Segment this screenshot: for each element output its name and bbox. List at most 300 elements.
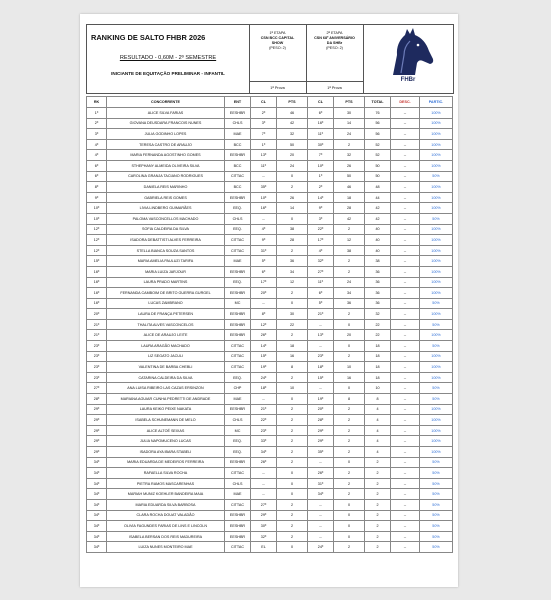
partic-cell: 100% — [420, 150, 453, 161]
partic-cell: 100% — [420, 118, 453, 129]
stage-1-prova: 1ª Prova — [249, 81, 307, 94]
competitor-cell: MARIA EDUARDA SILVA BARBOSA — [107, 499, 225, 510]
competitor-cell: SOFIA CALDEIRA DA SILVA — [107, 224, 225, 235]
stage1-cl-cell: -- — [251, 394, 277, 405]
total-cell: 10 — [365, 383, 391, 394]
partic-cell: 50% — [420, 499, 453, 510]
entity-cell: MAE — [225, 394, 251, 405]
total-cell: 4 — [365, 447, 391, 458]
rank-cell: 29º — [87, 425, 107, 436]
stage2-cl-cell: 28º — [308, 415, 334, 426]
entity-cell: MAE — [225, 489, 251, 500]
competitor-cell: LIVIA LINDBERG GUIMARÃES — [107, 203, 225, 214]
entity-cell: CITTAC — [225, 235, 251, 246]
rank-cell: 29º — [87, 447, 107, 458]
partic-cell: 100% — [420, 160, 453, 171]
stage1-cl-cell: 33º — [251, 436, 277, 447]
rank-cell: 29º — [87, 404, 107, 415]
table-row — [87, 192, 453, 203]
col-concorrente: CONCORRENTE — [107, 97, 225, 108]
competitor-cell: MARIA AMELIA PAULUZI TARIFA — [107, 256, 225, 267]
rank-cell: 28º — [87, 394, 107, 405]
stage2-pts-cell: 2 — [334, 309, 365, 320]
competitor-cell: LUCAS ZAMBRANO — [107, 298, 225, 309]
stage1-cl-cell: -- — [251, 468, 277, 479]
partic-cell: 50% — [420, 542, 453, 553]
stage1-cl-cell: -- — [251, 478, 277, 489]
table-row — [87, 425, 453, 436]
rank-cell: 10º — [87, 203, 107, 214]
stage2-pts-cell: 0 — [334, 319, 365, 330]
partic-cell: 100% — [420, 139, 453, 150]
stage2-pts-cell: 2 — [334, 224, 365, 235]
stage2-cl-cell: -- — [308, 457, 334, 468]
stage2-cl-cell: 3º — [308, 213, 334, 224]
total-cell: 18 — [365, 372, 391, 383]
total-cell: 4 — [365, 415, 391, 426]
rank-cell: 8º — [87, 182, 107, 193]
entity-cell: EESHBR — [225, 531, 251, 542]
stage1-pts-cell: 2 — [277, 404, 308, 415]
stage2-pts-cell: 36 — [334, 298, 365, 309]
col-stage1-cl: CL — [251, 97, 277, 108]
header-title-block — [87, 25, 250, 93]
stage1-pts-cell: 42 — [277, 118, 308, 129]
stage2-cl-cell: 6º — [308, 108, 334, 119]
stage2-pts-cell: 2 — [334, 351, 365, 362]
desc-cell: -- — [391, 489, 420, 500]
stage1-cl-cell: 31º — [251, 245, 277, 256]
table-row — [87, 521, 453, 532]
entity-cell: EEQ. — [225, 203, 251, 214]
stage1-pts-cell: 50 — [277, 139, 308, 150]
entity-cell: CITTAC — [225, 171, 251, 182]
total-cell: 40 — [365, 224, 391, 235]
entity-cell: EEQ. — [225, 436, 251, 447]
desc-cell: -- — [391, 542, 420, 553]
entity-cell: EESHBR — [225, 404, 251, 415]
entity-cell: EESHBR — [225, 108, 251, 119]
competitor-cell: GABRIELA REIS GOMES — [107, 192, 225, 203]
stage1-cl-cell: 34º — [251, 447, 277, 458]
desc-cell: -- — [391, 499, 420, 510]
entity-cell: CHP — [225, 383, 251, 394]
stage1-cl-cell: 24º — [251, 372, 277, 383]
stage1-cl-cell: 7º — [251, 129, 277, 140]
partic-cell: 100% — [420, 425, 453, 436]
desc-cell: -- — [391, 415, 420, 426]
stage2-pts-cell: 0 — [334, 341, 365, 352]
col-desc: DESC. — [391, 97, 420, 108]
stage1-pts-cell: 18 — [277, 341, 308, 352]
stage2-cl-cell: 11º — [308, 277, 334, 288]
stage2-pts-cell: 2 — [334, 542, 365, 553]
total-cell: 22 — [365, 330, 391, 341]
desc-cell: -- — [391, 341, 420, 352]
total-cell: 2 — [365, 521, 391, 532]
stage2-pts-cell: 46 — [334, 182, 365, 193]
competitor-cell: MARIANA AGUIAR CUNHA PEDRETTI DE ANDRADE — [107, 394, 225, 405]
stage1-cl-cell: 26º — [251, 330, 277, 341]
total-cell: 36 — [365, 288, 391, 299]
partic-cell: 100% — [420, 182, 453, 193]
entity-cell: EEQ. — [225, 372, 251, 383]
entity-cell: MAE — [225, 129, 251, 140]
stage-2-weight: (PESO: 2) — [326, 46, 343, 50]
entity-cell: EESHBR — [225, 192, 251, 203]
stage1-cl-cell: 18º — [251, 383, 277, 394]
table-row — [87, 542, 453, 553]
total-cell: 50 — [365, 171, 391, 182]
partic-cell: 50% — [420, 468, 453, 479]
entity-cell: EESHBR — [225, 150, 251, 161]
total-cell: 36 — [365, 266, 391, 277]
competitor-cell: LAURA PRADO MARTINS — [107, 277, 225, 288]
total-cell: 48 — [365, 182, 391, 193]
stage2-pts-cell: 16 — [334, 372, 365, 383]
partic-cell: 50% — [420, 319, 453, 330]
table-row — [87, 415, 453, 426]
rank-cell: 2º — [87, 118, 107, 129]
stage1-cl-cell: 19º — [251, 362, 277, 373]
rank-cell: 15º — [87, 256, 107, 267]
competitor-cell: PALOMA VASCONCELLOS MACHADO — [107, 213, 225, 224]
rank-cell: 23º — [87, 341, 107, 352]
stage1-pts-cell: 2 — [277, 330, 308, 341]
stage2-pts-cell: 2 — [334, 415, 365, 426]
stage2-pts-cell: 0 — [334, 521, 365, 532]
table-row — [87, 266, 453, 277]
stage2-cl-cell: -- — [308, 383, 334, 394]
stage-1-header — [249, 25, 307, 81]
desc-cell: -- — [391, 245, 420, 256]
col-rk: RK — [87, 97, 107, 108]
rank-cell: 34º — [87, 489, 107, 500]
stage1-pts-cell: 2 — [277, 245, 308, 256]
entity-cell: EESHBR — [225, 309, 251, 320]
horse-head-icon — [363, 25, 453, 79]
stage2-cl-cell: 4º — [308, 245, 334, 256]
stage1-cl-cell: 26º — [251, 457, 277, 468]
stage-1-weight: (PESO: 2) — [269, 46, 286, 50]
table-row — [87, 436, 453, 447]
stage1-cl-cell: 23º — [251, 425, 277, 436]
stage2-cl-cell: -- — [308, 531, 334, 542]
stage-2-header — [306, 25, 364, 81]
competitor-cell: ANA LUISA RIBEIRO LAS CAZAS ERSINZON — [107, 383, 225, 394]
desc-cell: -- — [391, 118, 420, 129]
stage2-cl-cell: 18º — [308, 362, 334, 373]
desc-cell: -- — [391, 436, 420, 447]
stage1-pts-cell: 10 — [277, 383, 308, 394]
rank-cell: 12º — [87, 224, 107, 235]
stage1-pts-cell: 46 — [277, 108, 308, 119]
table-row — [87, 447, 453, 458]
stage2-pts-cell: 2 — [334, 425, 365, 436]
stage1-cl-cell: -- — [251, 298, 277, 309]
rank-cell: 16º — [87, 266, 107, 277]
total-cell: 22 — [365, 319, 391, 330]
partic-cell: 100% — [420, 447, 453, 458]
stage1-pts-cell: 2 — [277, 499, 308, 510]
rank-cell: 34º — [87, 510, 107, 521]
partic-cell: 100% — [420, 404, 453, 415]
logo-text: FHBr — [400, 77, 416, 83]
total-cell: 4 — [365, 404, 391, 415]
partic-cell: 50% — [420, 510, 453, 521]
page-title: RANKING DE SALTO FHBR 2026 — [91, 33, 206, 42]
rank-cell: 12º — [87, 245, 107, 256]
stage2-cl-cell: 32º — [308, 256, 334, 267]
table-row — [87, 150, 453, 161]
stage-2-prova: 1ª Prova — [306, 81, 364, 94]
desc-cell: -- — [391, 468, 420, 479]
desc-cell: -- — [391, 171, 420, 182]
stage2-pts-cell: 2 — [334, 478, 365, 489]
stage2-pts-cell: 2 — [334, 256, 365, 267]
desc-cell: -- — [391, 224, 420, 235]
total-cell: 42 — [365, 213, 391, 224]
desc-cell: -- — [391, 213, 420, 224]
competitor-cell: LUIZA NUNES MONTEIRO MAE — [107, 542, 225, 553]
rank-cell: 16º — [87, 298, 107, 309]
stage2-cl-cell: 11º — [308, 129, 334, 140]
rank-cell: 9º — [87, 192, 107, 203]
ranking-sheet — [80, 14, 458, 587]
total-cell: 44 — [365, 192, 391, 203]
result-subtitle: RESULTADO - 0,60M - 2º SEMESTRE — [119, 55, 217, 61]
col-partic: PARTIC. — [420, 97, 453, 108]
desc-cell: -- — [391, 447, 420, 458]
entity-cell: CHLS — [225, 415, 251, 426]
rank-cell: 23º — [87, 372, 107, 383]
total-cell: 2 — [365, 499, 391, 510]
col-total: TOTAL — [365, 97, 391, 108]
stage-1-name: CSN BCC CAPITAL — [260, 36, 295, 40]
ranking-rows — [87, 108, 453, 553]
stage1-pts-cell: 2 — [277, 288, 308, 299]
rank-cell: 34º — [87, 499, 107, 510]
stage2-cl-cell: 7º — [308, 150, 334, 161]
stage1-cl-cell: 13º — [251, 150, 277, 161]
stage2-cl-cell: 5º — [308, 298, 334, 309]
ranking-header — [86, 24, 454, 94]
competitor-cell: TERESA CASTRO DE ARAUJO — [107, 139, 225, 150]
stage2-cl-cell: 19º — [308, 394, 334, 405]
total-cell: 42 — [365, 203, 391, 214]
entity-cell: MC — [225, 298, 251, 309]
rank-cell: 10º — [87, 213, 107, 224]
rank-cell: 16º — [87, 277, 107, 288]
table-row — [87, 277, 453, 288]
stage1-cl-cell: 10º — [251, 192, 277, 203]
stage2-cl-cell: 21º — [308, 309, 334, 320]
desc-cell: -- — [391, 182, 420, 193]
desc-cell: -- — [391, 309, 420, 320]
entity-cell: EESHBR — [225, 288, 251, 299]
stage-1-name-2: SHOW — [271, 41, 284, 45]
stage2-cl-cell: 27º — [308, 266, 334, 277]
total-cell: 2 — [365, 457, 391, 468]
stage2-cl-cell: 35º — [308, 447, 334, 458]
stage2-pts-cell: 26 — [334, 160, 365, 171]
partic-cell: 100% — [420, 224, 453, 235]
entity-cell: EESHBR — [225, 457, 251, 468]
desc-cell: -- — [391, 351, 420, 362]
stage2-cl-cell: 17º — [308, 235, 334, 246]
competitor-cell: FERNANDA CAMBOIM DE BRITO GUERRA GURGEL — [107, 288, 225, 299]
total-cell: 76 — [365, 108, 391, 119]
stage1-pts-cell: 26 — [277, 192, 308, 203]
stage2-cl-cell: 1º — [308, 171, 334, 182]
partic-cell: 100% — [420, 372, 453, 383]
table-row — [87, 288, 453, 299]
table-header-row — [87, 97, 453, 108]
total-cell: 8 — [365, 394, 391, 405]
entity-cell: CITTAC — [225, 542, 251, 553]
stage1-cl-cell: 11º — [251, 160, 277, 171]
stage2-cl-cell: 24º — [308, 542, 334, 553]
stage2-pts-cell: 2 — [334, 139, 365, 150]
entity-cell: EEQ. — [225, 277, 251, 288]
entity-cell: CITTAC — [225, 341, 251, 352]
total-cell: 36 — [365, 277, 391, 288]
competitor-cell: ALICE DE ARAUJO LEITE — [107, 330, 225, 341]
partic-cell: 100% — [420, 330, 453, 341]
desc-cell: -- — [391, 362, 420, 373]
stage1-cl-cell: -- — [251, 213, 277, 224]
desc-cell: -- — [391, 319, 420, 330]
table-row — [87, 468, 453, 479]
rank-cell: 34º — [87, 478, 107, 489]
stage1-pts-cell: 38 — [277, 224, 308, 235]
stage1-cl-cell: 16º — [251, 203, 277, 214]
total-cell: 2 — [365, 489, 391, 500]
stage2-cl-cell: -- — [308, 319, 334, 330]
desc-cell: -- — [391, 139, 420, 150]
stage1-pts-cell: 0 — [277, 394, 308, 405]
stage1-cl-cell: EL — [251, 542, 277, 553]
stage1-pts-cell: 2 — [277, 415, 308, 426]
stage1-pts-cell: 12 — [277, 277, 308, 288]
category-label: INICIANTE DE EQUITAÇÃO PRELIMINAR - INFANTIL — [111, 71, 225, 76]
stage1-pts-cell: 34 — [277, 266, 308, 277]
stage1-cl-cell: -- — [251, 489, 277, 500]
stage2-cl-cell: 9º — [308, 203, 334, 214]
table-row — [87, 171, 453, 182]
stage2-pts-cell: 20 — [334, 330, 365, 341]
total-cell: 40 — [365, 235, 391, 246]
partic-cell: 100% — [420, 129, 453, 140]
stage1-pts-cell: 24 — [277, 160, 308, 171]
col-stage2-pts: PTS — [334, 97, 365, 108]
total-cell: 18 — [365, 362, 391, 373]
stage1-cl-cell: 12º — [251, 319, 277, 330]
stage1-cl-cell: 1º — [251, 139, 277, 150]
stage2-pts-cell: 2 — [334, 404, 365, 415]
stage1-pts-cell: 30 — [277, 309, 308, 320]
stage1-pts-cell: 32 — [277, 129, 308, 140]
table-row — [87, 203, 453, 214]
total-cell: 40 — [365, 245, 391, 256]
entity-cell: CITTAC — [225, 245, 251, 256]
stage2-cl-cell: 29º — [308, 425, 334, 436]
partic-cell: 100% — [420, 203, 453, 214]
partic-cell: 50% — [420, 383, 453, 394]
stage2-cl-cell: 2º — [308, 182, 334, 193]
rank-cell: 29º — [87, 415, 107, 426]
table-row — [87, 256, 453, 267]
entity-cell: EESHBR — [225, 330, 251, 341]
desc-cell: -- — [391, 256, 420, 267]
stage1-pts-cell: 2 — [277, 425, 308, 436]
rank-cell: 34º — [87, 542, 107, 553]
rank-cell: 1º — [87, 108, 107, 119]
stage1-pts-cell: 28 — [277, 235, 308, 246]
competitor-cell: VALENTINA DE BARBA CHEBLI — [107, 362, 225, 373]
partic-cell: 50% — [420, 298, 453, 309]
desc-cell: -- — [391, 394, 420, 405]
stage1-pts-cell: 0 — [277, 171, 308, 182]
desc-cell: -- — [391, 521, 420, 532]
rank-cell: 34º — [87, 531, 107, 542]
stage2-cl-cell: 10º — [308, 160, 334, 171]
table-row — [87, 383, 453, 394]
stage2-cl-cell: 30º — [308, 139, 334, 150]
stage2-pts-cell: 2 — [334, 436, 365, 447]
competitor-cell: GIOVANA DEUSDARA FRANCOIS NUNES — [107, 118, 225, 129]
competitor-cell: LAURA KEIKO PEIXE NAKATA — [107, 404, 225, 415]
total-cell: 50 — [365, 160, 391, 171]
stage2-cl-cell: 29º — [308, 436, 334, 447]
stage1-cl-cell: 32º — [251, 531, 277, 542]
desc-cell: -- — [391, 383, 420, 394]
total-cell: 56 — [365, 118, 391, 129]
stage2-pts-cell: 24 — [334, 277, 365, 288]
stage2-pts-cell: 50 — [334, 171, 365, 182]
total-cell: 4 — [365, 436, 391, 447]
total-cell: 18 — [365, 351, 391, 362]
stage2-pts-cell: 8 — [334, 394, 365, 405]
stage1-pts-cell: 2 — [277, 531, 308, 542]
table-row — [87, 224, 453, 235]
stage1-pts-cell: 2 — [277, 457, 308, 468]
partic-cell: 50% — [420, 341, 453, 352]
rank-cell: 6º — [87, 160, 107, 171]
stage1-cl-cell: 27º — [251, 499, 277, 510]
entity-cell: CITTAC — [225, 468, 251, 479]
stage2-pts-cell: 2 — [334, 447, 365, 458]
stage2-pts-cell: 28 — [334, 203, 365, 214]
stage1-pts-cell: 2 — [277, 521, 308, 532]
total-cell: 2 — [365, 478, 391, 489]
stage2-cl-cell: -- — [308, 510, 334, 521]
stage2-cl-cell: -- — [308, 521, 334, 532]
stage2-pts-cell: 38 — [334, 245, 365, 256]
rank-cell: 27º — [87, 383, 107, 394]
stage1-pts-cell: 20 — [277, 150, 308, 161]
stage1-cl-cell: 6º — [251, 266, 277, 277]
stage1-cl-cell: 5º — [251, 256, 277, 267]
stage1-cl-cell: 3º — [251, 118, 277, 129]
stage1-cl-cell: 30º — [251, 521, 277, 532]
desc-cell: -- — [391, 108, 420, 119]
total-cell: 4 — [365, 425, 391, 436]
entity-cell: EESHBR — [225, 266, 251, 277]
partic-cell: 50% — [420, 457, 453, 468]
stage1-cl-cell: 20º — [251, 288, 277, 299]
stage1-pts-cell: 0 — [277, 489, 308, 500]
